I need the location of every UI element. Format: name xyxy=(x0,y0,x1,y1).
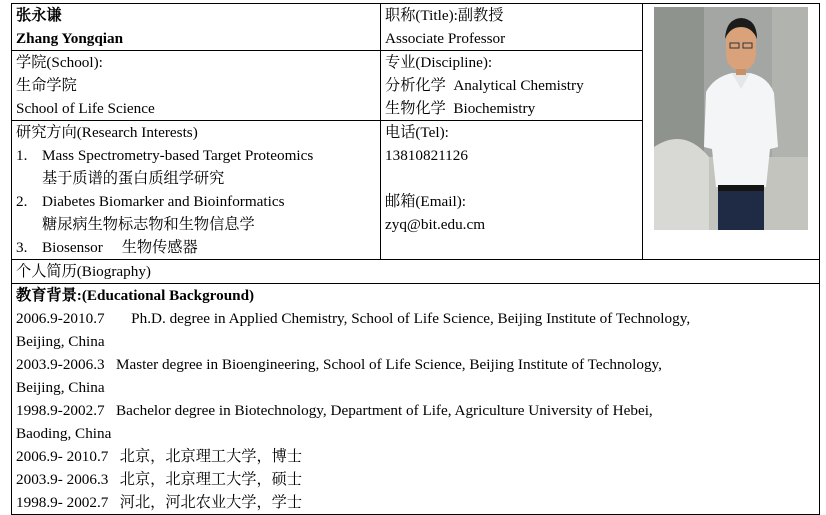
edu-cn-entry xyxy=(16,491,815,514)
portrait-photo xyxy=(654,7,808,230)
research-cn: 糖尿病生物标志物和生物信息学 xyxy=(42,216,255,233)
discipline-cell xyxy=(381,51,643,121)
edu-text: Master degree in Bioengineering, School of Life Science, Beijing Institute of Technology, xyxy=(115,356,662,373)
school-cell xyxy=(12,51,381,121)
portrait-figure-icon xyxy=(654,7,808,230)
research-num: 2. xyxy=(16,193,28,210)
edu-text: Ph.D. degree in Applied Chemistry, School of Life Science, Beijing Institute of Technology, xyxy=(131,310,691,327)
edu-text-cn: 北京，北京理工大学，博士 xyxy=(119,448,303,465)
edu-period-cn: 1998.9- 2002.7 xyxy=(16,494,109,511)
title-cell xyxy=(381,4,643,51)
tel-label: 电话(Tel): xyxy=(385,124,449,141)
discipline-item xyxy=(385,74,638,97)
email-label: 邮箱(Email): xyxy=(385,193,466,210)
contact-cell xyxy=(381,121,643,260)
edu-heading-en: (Educational Background) xyxy=(81,287,255,304)
name-cn: 张永谦 xyxy=(16,7,62,24)
research-num: 1. xyxy=(16,147,28,164)
research-cell xyxy=(12,121,381,260)
spacer xyxy=(385,167,638,190)
research-item xyxy=(16,190,376,213)
title-label: 职称(Title):副教授 xyxy=(385,7,504,24)
discipline-en: Analytical Chemistry xyxy=(453,77,584,94)
school-cn: 生命学院 xyxy=(16,77,77,94)
discipline-label: 专业(Discipline): xyxy=(385,54,493,71)
edu-text-cn: 北京，北京理工大学，硕士 xyxy=(119,471,303,488)
header-row xyxy=(12,4,820,51)
email-value: zyq@bit.edu.cm xyxy=(385,216,486,233)
edu-heading xyxy=(16,284,815,307)
school-label: 学院(School): xyxy=(16,54,103,71)
title-en: Associate Professor xyxy=(385,30,506,47)
edu-text: Bachelor degree in Biotechnology, Department of Life, Agriculture University of Hebei, xyxy=(115,402,653,419)
research-cn: 生物传感器 xyxy=(121,239,198,256)
edu-period: 2003.9-2006.3 xyxy=(16,356,105,373)
edu-period-cn: 2003.9- 2006.3 xyxy=(16,471,109,488)
research-en: Mass Spectrometry-based Target Proteomics xyxy=(42,147,314,164)
research-en: Diabetes Biomarker and Bioinformatics xyxy=(42,193,285,210)
edu-period: 1998.9-2002.7 xyxy=(16,402,105,419)
research-item xyxy=(16,236,376,259)
discipline-item xyxy=(385,97,638,120)
edu-cont: Beijing, China xyxy=(16,379,105,396)
discipline-cn: 生物化学 xyxy=(385,100,446,117)
education-row xyxy=(12,284,820,515)
edu-period: 2006.9-2010.7 xyxy=(16,310,105,327)
research-en: Biosensor xyxy=(42,239,103,256)
name-cell xyxy=(12,4,381,51)
edu-cn-entry xyxy=(16,468,815,491)
discipline-en: Biochemistry xyxy=(453,100,536,117)
cv-table xyxy=(11,3,820,515)
edu-entry xyxy=(16,353,815,376)
edu-period-cn: 2006.9- 2010.7 xyxy=(16,448,109,465)
school-en: School of Life Science xyxy=(16,100,155,117)
photo-cell xyxy=(643,4,820,260)
biography-label: 个人简历(Biography) xyxy=(12,260,820,284)
research-cn: 基于质谱的蛋白质组学研究 xyxy=(42,170,225,187)
name-en: Zhang Yongqian xyxy=(16,30,124,47)
education-cell xyxy=(12,284,820,515)
edu-entry xyxy=(16,307,815,330)
edu-cont: Beijing, China xyxy=(16,333,105,350)
edu-heading-cn: 教育背景: xyxy=(16,287,82,304)
discipline-cn: 分析化学 xyxy=(385,77,446,94)
edu-text-cn: 河北，河北农业大学，学士 xyxy=(119,494,303,511)
edu-entry xyxy=(16,399,815,422)
edu-cn-entry xyxy=(16,445,815,468)
research-label: 研究方向(Research Interests) xyxy=(16,124,198,141)
research-num: 3. xyxy=(16,239,28,256)
edu-cont: Baoding, China xyxy=(16,425,112,442)
biography-label-row xyxy=(12,260,820,284)
tel-value: 13810821126 xyxy=(385,147,468,164)
research-item xyxy=(16,144,376,167)
